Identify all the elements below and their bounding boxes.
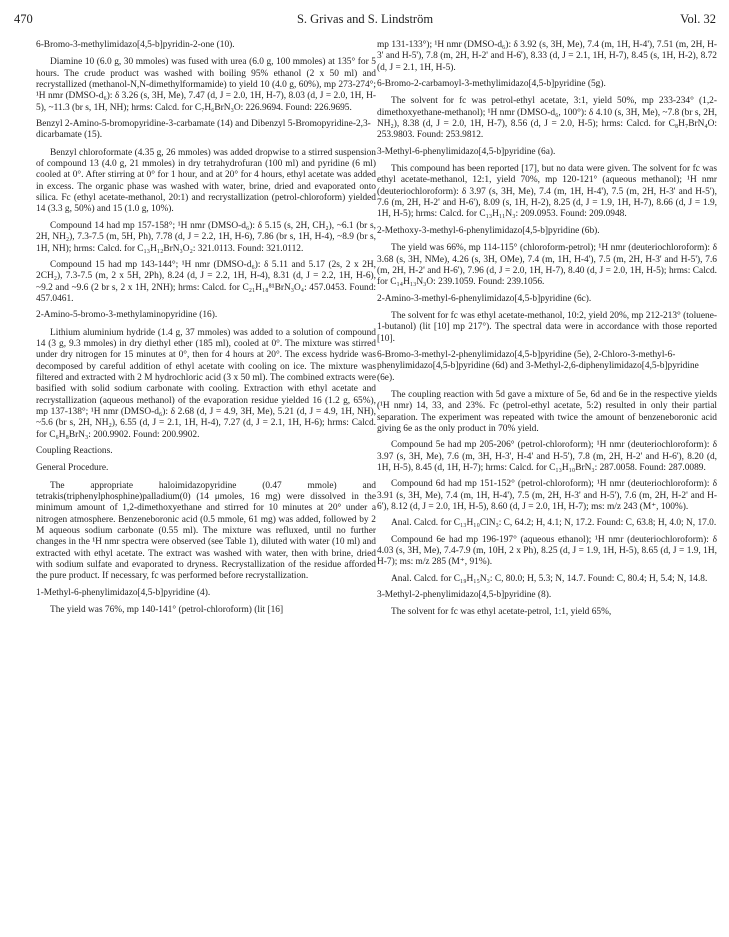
section-heading: 2-Methoxy-3-methyl-6-phenylimidazo[4,5-b]pyridine (6b). [377, 225, 600, 236]
paragraph: Anal. Calcd. for C₁₉H₁₅N₃: C, 80.0; H, 5.3; N, 14.7. Found: C, 80.4; H, 5.4; N, 14.8. [391, 573, 708, 584]
right-column [377, 40, 717, 624]
paragraph: Compound 15 had mp 143-144°; ¹H nmr (DMSO-d₆): δ 5.11 and 5.17 (2s, 2 x 2H, 2CH₂), 7.3-7.5 (m, 2 x 5H, 2Ph), 8.24 (d, J = 2.2, 1H, H-4), 8.31 (d, J = 2.2, 1H, H-6), ~9.2 and ~9.6 (2 br s, 2 x 1H, 2NH); hrms: Calcd. for C₂₁H₁₈⁸¹BrN₃O₄: 457.0453. Found: 457.0461. [36, 259, 376, 304]
paragraph: The solvent for fc was petrol-ethyl acetate, 3:1, yield 50%, mp 233-234° (1,2-dimethoxyethane-methanol); ¹H nmr (DMSO-d₆, 100°): δ 4.10 (s, 3H, Me), ~7.8 (br s, 2H, NH₂), 8.38 (d, J = 2.0, 1H, H-7), 8.56 (d, J = 2.0, H-5); hrms: Calcd. for C₈H₇BrN₄O: 253.9803. Found: 253.9812. [377, 96, 717, 141]
section-heading: Benzyl 2-Amino-5-bromopyridine-3-carbamate (14) and Dibenzyl 5-Bromopyridine-2,3-dicarbamate (15). [36, 119, 371, 141]
paragraph: Compound 6d had mp 151-152° (petrol-chloroform); ¹H nmr (deuteriochloroform): δ 3.91 (s, 3H, Me), 7.4 (m, 1H, H-4'), 7.5 (m, 2H, H-3' and H-5'), 7.6 (m, 2H, H-2' and H-6'), 8.12 (d, J = 2.0, 1H, H-5), 8.60 (d, J = 2.0, 1H, H-7); ms: m/z 243 (M⁺, 100%). [377, 479, 717, 513]
paragraph: Anal. Calcd. for C₁₃H₁₀ClN₃: C, 64.2; H, 4.1; N, 17.2. Found: C, 63.8; H, 4.0; N, 17.0. [391, 518, 717, 529]
section-heading: 2-Amino-5-bromo-3-methylaminopyridine (16). [36, 310, 218, 321]
section-heading: 6-Bromo-2-carbamoyl-3-methylimidazo[4,5-b]pyridine (5g). [377, 79, 606, 90]
paragraph: Diamine 10 (6.0 g, 30 mmoles) was fused with urea (6.0 g, 100 mmoles) at 135° for 5 hours. The crude product was washed with boiling 95% ethanol (2 x 50 ml) and recrystallized (methanol-N,N-dimethylformamide) to yield 10 (4.0 g, 60%), mp 273-274°; ¹H nmr (DMSO-d₆): δ 3.26 (s, 3H, Me), 7.47 (d, J = 2.0, 1H, H-7), 8.03 (d, J = 2.0, 1H, H-5), ~11.3 (br s, 1H, NH); hrms: Calcd. for C₇H₆BrN₃O: 226.9694. Found: 226.9695. [36, 57, 376, 113]
paragraph-continued: mp 131-133°); ¹H nmr (DMSO-d₆): δ 3.92 (s, 3H, Me), 7.4 (m, 1H, H-4'), 7.51 (m, 2H, H-3' and H-5'), 7.8 (m, 2H, H-2' and H-6'), 8.33 (d, J = 2.1, 1H, H-7), 8.45 (s, 1H, H-2), 8.72 (d, J = 2.1, 1H, H-5). [377, 40, 717, 73]
paragraph: The yield was 66%, mp 114-115° (chloroform-petrol); ¹H nmr (deuteriochloroform): δ 3.68 (s, 3H, NMe), 4.26 (s, 3H, OMe), 7.4 (m, 1H, H-4'), 7.5 (m, 2H, H-3' and H-5'), 7.6 (m, 2H, H-2' and H-6'), 7.96 (d, J = 2.0, 1H, H-7), 8.40 (d, J = 2.0, 1H, H-5); hrms: Calcd. for C₁₄H₁₃N₃O: 239.1059. Found: 239.1056. [377, 243, 717, 288]
page-number: 470 [14, 12, 33, 26]
page-header [14, 12, 716, 30]
section-heading: 3-Methyl-6-phenylimidazo[4,5-b]pyridine (6a). [377, 146, 556, 157]
paragraph: Benzyl chloroformate (4.35 g, 26 mmoles) was added dropwise to a stirred suspension of compound 13 (4.0 g, 21 mmoles) in dry tetrahydrofuran (100 ml) and pyridine (6 ml) cooled at 0°. After stirring at 0° for 1 hour, and at 20° for 4 hours, ethyl acetate was added in excess. The organic phase was washed with water, brine, dried and evaporated onto silica. Fc (ethyl acetate-methanol, 20:1) and recrystallization (petrol-chloroform) yielded 14 (3.3 g, 50%) and 15 (1.0 g, 10%). [36, 147, 376, 215]
paragraph: The solvent for fc was ethyl acetate-petrol, 1:1, yield 65%, [391, 607, 612, 618]
section-heading: 6-Bromo-3-methylimidazo[4,5-b]pyridin-2-one (10). [36, 40, 235, 50]
paragraph: Compound 5e had mp 205-206° (petrol-chloroform); ¹H nmr (deuteriochloroform): δ 3.97 (s, 3H, Me), 7.6 (m, 3H, H-3', H-4' and H-5'), 7.8 (m, 2H, H-2' and H-6'), 8.20 (d, 1H, H-5), 8.45 (d, 1H, H-7); hrms: Calcd. for C₁₃H₁₀BrN₃: 287.0058. Found: 287.0089. [377, 440, 717, 473]
paragraph: The yield was 76%, mp 140-141° (petrol-chloroform) (lit [16] [50, 605, 284, 616]
paragraph: This compound has been reported [17], but no data were given. The solvent for fc was ethyl acetate-methanol, 12:1, yield 70%, mp 120-121° (aqueous methanol); ¹H nmr (deuteriochloroform): δ 3.97 (s, 3H, Me), 7.4 (m, 1H, H-4'), 7.5 (m, 2H, H-3' and H-5'), 7.6 (m, 2H, H-2' and H-6'), 8.09 (s, 1H, H-2), 8.25 (d, J = 1.9, 1H, H-7), 8.66 (d, J = 1.9, 1H, H-5); hrms: Calcd. for C₁₃H₁₁N₃: 209.0953. Found: 209.0948. [377, 164, 717, 220]
paragraph: Lithium aluminium hydride (1.4 g, 37 mmoles) was added to a solution of compound 14 (3 g, 9.3 mmoles) in dry diethyl ether (185 ml), cooled at 0°. The mixture was stirred under dry nitrogen for 15 minutes at 0°, then for 4 hours at 20°. The excess hydride was decomposed by careful addition of ethyl acetate with cooling on ice. The mixture was filtered and extracted with 2 M hydrochloric acid (3 x 50 ml). The combined extracts were basified with solid sodium carbonate with cooling. Extraction with ethyl acetate and recrystallization (aqueous methanol) of the evaporation residue yielded 16 (1.2 g, 65%), mp 137-138°; ¹H nmr (DMSO-d₆): δ 2.68 (d, J = 4.9, 3H, Me), 5.21 (d, J = 4.9, 1H, NH), ~5.6 (br s, 2H, NH₂), 6.55 (d, J = 2.1, 1H, H-4), 7.27 (d, J = 2.1, 1H, H-6); hrms: Calcd. for C₆H₈BrN₃: 200.9902. Found: 200.9902. [36, 327, 376, 440]
left-column [36, 40, 376, 621]
section-heading: General Procedure. [36, 463, 109, 474]
section-heading: 3-Methyl-2-phenylimidazo[4,5-b]pyridine (8). [377, 590, 552, 601]
paragraph: The appropriate haloimidazopyridine (0.47 mmole) and tetrakis(triphenylphosphine)palladium(0) (14 μmoles, 16 mg) were dissolved in the minimum amount of 1,2-dimethoxyethane and stirred for 10 minutes at 20° under a nitrogen atmosphere. Benzeneboronic acid (0.5 mmole, 61 mg) was added, followed by 2 M aqueous sodium carbonate (0.55 ml). The mixture was refluxed, until no further changes in the ¹H nmr spectra were observed (see Table 1), diluted with water (10 ml) and extracted with ethyl acetate. The extract was washed with water, then with brine, dried with sodium sulfate and evaporated to dryness. Recrystallization of the residue afforded the pure product. If necessary, fc was performed before recrystallization. [36, 480, 376, 582]
section-heading: 2-Amino-3-methyl-6-phenylimidazo[4,5-b]pyridine (6c). [377, 293, 592, 304]
paragraph: Compound 6e had mp 196-197° (aqueous ethanol); ¹H nmr (deuteriochloroform): δ 4.03 (s, 3H, Me), 7.4-7.9 (m, 10H, 2 x Ph), 8.25 (d, J = 1.9, 1H, H-5), 8.65 (d, J = 1.9, 1H, H-7); ms: m/z 285 (M⁺, 91%). [377, 534, 717, 568]
paragraph: Compound 14 had mp 157-158°; ¹H nmr (DMSO-d₆): δ 5.15 (s, 2H, CH₂), ~6.1 (br s, 2H, NH₂), 7.3-7.5 (m, 5H, Ph), 7.78 (d, J = 2.2, 1H, H-6), 7.86 (br s, 1H, H-4), ~8.9 (br s, 1H, NH); hrms: Calcd. for C₁₃H₁₂BrN₃O₂: 321.0113. Found: 321.0112. [36, 220, 376, 254]
paragraph: The solvent for fc was ethyl acetate-methanol, 10:2, yield 20%, mp 212-213° (toluene-1-butanol) (lit [10] mp 217°). The spectral data were in accordance with those reported [10]. [377, 310, 717, 344]
section-heading: 1-Methyl-6-phenylimidazo[4,5-b]pyridine (4). [36, 587, 211, 598]
section-heading: 6-Bromo-3-methyl-2-phenylimidazo[4,5-b]pyridine (5e), 2-Chloro-3-methyl-6-phenylimidazo[4,5-b]pyridine (6d) and 3-Methyl-2,6-diphenylimidazo[4,5-b]pyridine (6e). [377, 349, 699, 383]
section-heading: Coupling Reactions. [36, 446, 113, 456]
running-head-authors: S. Grivas and S. Lindström [296, 12, 434, 26]
paragraph: The coupling reaction with 5d gave a mixture of 5e, 6d and 6e in the respective yields (¹H nmr) 14, 33, and 23%. Fc (petrol-ethyl acetate, 5:2) resulted in only their partial separation. The experiment was repeated with twice the amount of benzeneboronic acid giving 6e as the only product in 70% yield. [377, 389, 717, 434]
volume-number: Vol. 32 [680, 12, 716, 26]
